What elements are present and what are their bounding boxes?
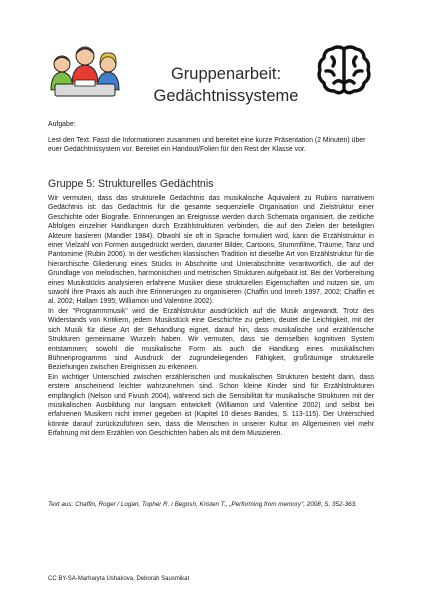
title-line-2: Gedächtnissysteme [153,87,299,106]
page-title [146,63,306,107]
section-heading: Gruppe 5: Strukturelles Gedächtnis [48,178,214,190]
source-citation: Text aus: Chaffin, Roger / Logan, Topher R. / Begosh, Kristen T., „Performing from memory", 2008, S. 352-363. [48,501,357,508]
task-label: Aufgabe: [48,121,76,128]
brain-icon [316,44,372,96]
main-text [48,194,374,439]
paragraph: In der "Programmmusik" wird die Erzählstruktur ausdrücklich auf die Musik angewandt. Trotz des Widerstands von Kritikern, jedem Musikstück eine Geschichte zu geben, deutet die Leichtigkeit, mit der sich Musik für diese Art der Behandlung eignet, darauf hin, dass musikalische und erzählerische Strukturen gemeinsame Wurzeln haben. Wir vermuten, dass sie demselben kognitiven System entstammen; sowohl die musikalische Form als auch die Handlung eines musikalischen Bühnenprogramms sind Ausdruck der zugrundeliegenden Fähigkeit, großräumige strukturelle Beziehungen zwischen Ereignissen zu erkennen. [48,307,374,372]
title-line-1: Gruppenarbeit: [170,65,282,84]
license-footer: CC BY-SA-Marharyta Ushakova, Deborah Sausmikat [48,576,190,582]
paragraph: Ein wichtiger Unterschied zwischen erzählerischen und musikalischen Strukturen besteht darin, dass erstere anscheinend leichter wahrzunehmen sind. Schon kleine Kinder sind für Erzählstrukturen empfänglich (Nelson und Fivush 2004), während sich die Sensibilität für musikalische Strukturen mit der musikalischen Ausbildung nur langsam entwickelt (Williamon und Valentine 2002) und selbst bei erfahrenen Musikern nicht immer gegeben ist (Kapitel 10 dieses Bandes, S. 113-115). Der Unterschied könnte darauf zurückzuführen sein, dass die Menschen in unserer Kultur im Allgemeinen viel mehr Erfahrung mit dem Erzählen von Geschichten haben als mit dem Musizieren. [48,373,374,438]
paragraph: Wir vermuten, dass das strukturelle Gedächtnis das musikalische Äquivalent zu Rubins narrativem Gedächtnis ist: das Gedächtnis für die gesamte sequenzielle Organisation und Zielstruktur einer Geschichte oder Biografie. Erinnerungen an Ereignisse werden durch Schemata organisiert, die zeitliche Abfolgen einzelner Handlungen durch Erzählstrukturen verbinden, die auf den Zielen der beteiligten Akteure basieren (Mandler 1984). Obwohl sie oft in Sprache formuliert wird, kann die Erzählstruktur in einer Vielzahl von Formen ausgedrückt werden, darunter Bilder, Cartoons, Stummfilme, Träume, Tanz und Pantomime (Rubin 2006). In der westlichen klassischen Tradition ist dieselbe Art von Erzählstruktur für die hierarchische Gliederung eines Stücks in Abschnitte und Unterabschnitte verantwortlich, die auf der Grundlage von melodischen, harmonischen und metrischen Strukturen aufgebaut ist. Bei der Vorbereitung eines Musikstücks analysieren erfahrene Musiker diese strukturellen Eigenschaften und nutzen sie, um sowohl ihre Praxis als auch ihre Erinnerungen zu organisieren (Chaffin und Imreh 1997, 2002; Chaffin et al. 2002; Hallam 1995; Williamon und Valentine 2002). [48,195,374,306]
group-work-illustration [45,42,125,100]
task-instructions: Lest den Text. Fasst die Informationen zusammen und bereitet eine kurze Präsentation (2 Minuten) über euer Gedächtnissystem vor. Bereitet ein Handout/Folien für den Rest der Klasse vor. [48,137,366,154]
